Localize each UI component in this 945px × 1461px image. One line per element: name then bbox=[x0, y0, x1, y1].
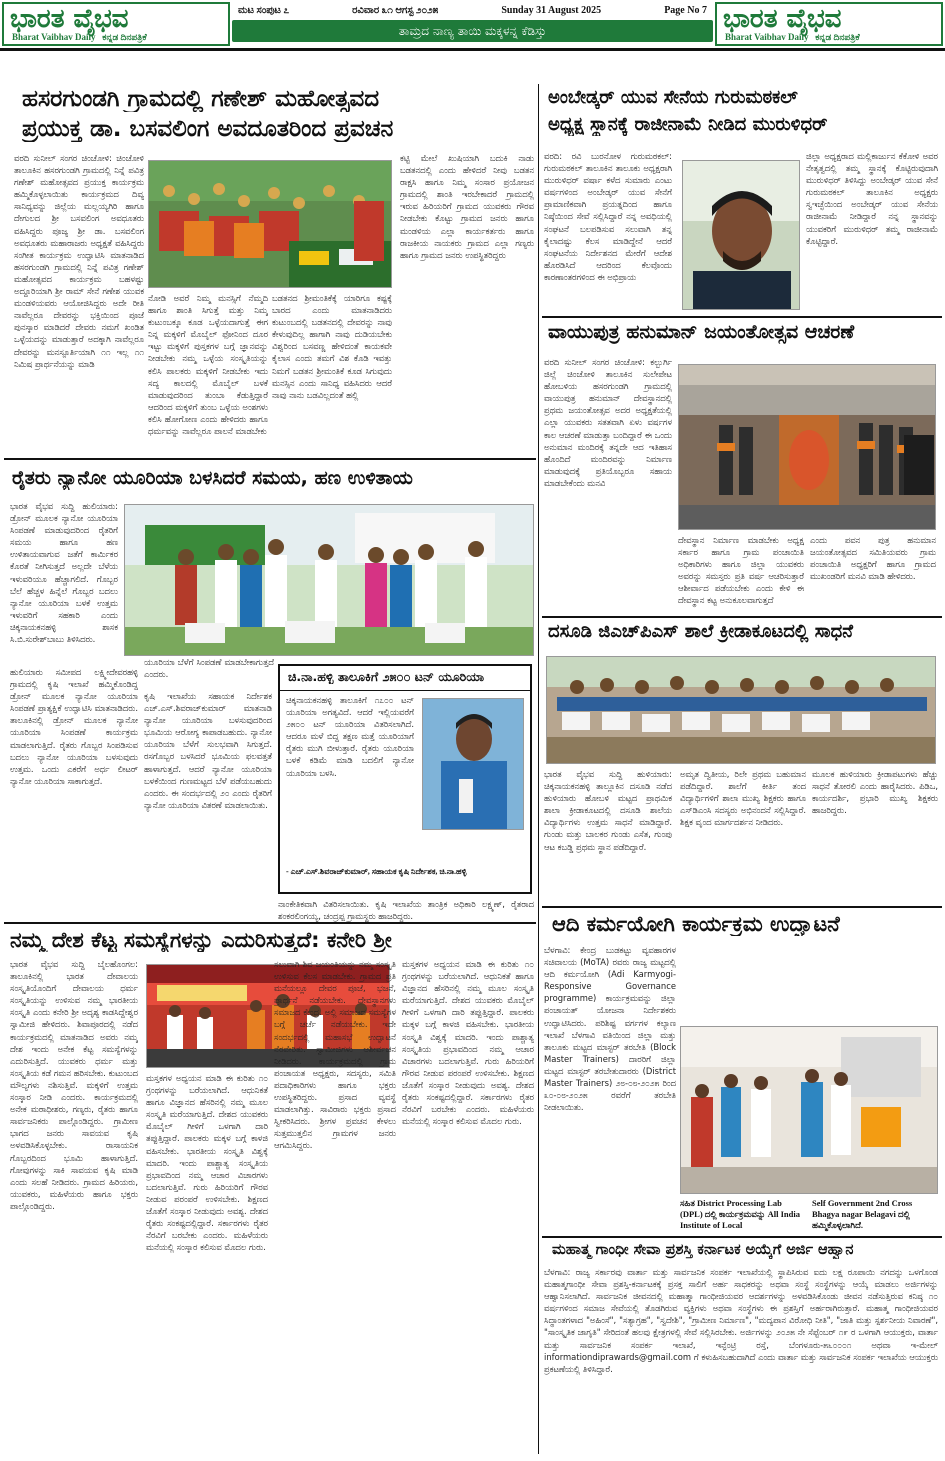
dasudi-headline: ದಸೂಡಿ ಜಿಎಚ್‌ಪಿಎಸ್ ಶಾಲೆ ಕ್ರೀಡಾಕೂಟದಲ್ಲಿ ಸಾಧನೆ bbox=[548, 622, 853, 642]
ambedkar-headline-2: ಅಧ್ಯಕ್ಷ ಸ್ಥಾನಕ್ಕೆ ರಾಜೀನಾಮೆ ನೀಡಿದ ಮುರುಳಿಧರ್ bbox=[548, 115, 828, 135]
karmayogi-event-photo bbox=[680, 1026, 938, 1194]
event-image bbox=[681, 1027, 938, 1194]
section-rule bbox=[4, 922, 536, 924]
issue-date: Sunday 31 August 2025 bbox=[501, 4, 602, 16]
portrait-image bbox=[683, 161, 800, 310]
ambedkar-headline-1: ಅಂಬೇಡ್ಕರ್ ಯುವ ಸೇನೆಯ ಗುರುಮಠಕಲ್ bbox=[548, 88, 798, 108]
ambedkar-text-col2: ಜಿಲ್ಲಾ ಅಧ್ಯಕ್ಷರಾದ ಮಲ್ಲಿಕಾರ್ಜುನ ಕೆಕೋಳಿ ಅವರ ನೇತೃತ್ವದಲ್ಲಿ ತಮ್ಮ ಸ್ಥಾನಕ್ಕೆ ಕೊಟ್ಟಿರುವುದಾಗಿ ಮುರುಳಿಧರ್ ತಿಳಿಸಿದ್ದು ಅಂಬೇಡ್ಕರ್ ಯುವ ಸೇನೆ ಗುರುಮಠಕಲ್ ತಾಲೂಕಿನ ಅಧ್ಯಕ್ಷರು ಸ್ವಇಚ್ಛೆಯಿಂದ ಅಂಬೇಡ್ಕರ್ ಯುವ ಸೇನೆಯ ರಾಜೀನಾಮೆ ನೀಡಿದ್ದಾರೆ ನನ್ನ ಸ್ಥಾನವನ್ನು ಯುವಕರಿಗೆ ಮುರುಳಿಧರ್ ತಮ್ಮ ರಾಜೀನಾಮೆ ಕೊಟ್ಟಿದ್ದಾರೆ. bbox=[806, 151, 938, 246]
students-image bbox=[547, 657, 936, 764]
officer-image bbox=[423, 699, 524, 830]
logo-subtitle bbox=[725, 32, 860, 43]
urea-text-col1a: ಭಾರತ ವೈಭವ ಸುದ್ದಿ ಹುಲಿಯಾರು: ಡ್ರೋನ್ ಮೂಲಕ ನ್ಯಾನೋ ಯೂರಿಯಾ ಸಿಂಪಡಣೆ ಮಾಡುವುದರಿಂದ ರೈತರಿಗೆ ಸಮಯ ಹಾಗೂ ಹಣ ಉಳಿತಾಯವಾಗುವ ಜತೆಗೆ ಕಾರ್ಮಿಕರ ಕೊರತೆ ನೀಗಿಸುತ್ತದೆ ಅಲ್ಲದೇ ಬೆಳೆಯ ಇಳುವರಿಯೂ ಹೆಚ್ಚಾಗಲಿದೆ. ಗೊಬ್ಬರ ಬೆಲೆ ಹೆಚ್ಚಳ ಹಿನ್ನೆಲೆ ಗೊಬ್ಬರ ಬದಲು ನ್ಯಾನೋ ಯೂರಿಯಾ ಬಳಕೆ ಉತ್ತಮ ಇಳುವರಿಗೆ ಸಹಕಾರಿ ಎಂದು ಚಿಕ್ಕನಾಯಕನಹಳ್ಳಿ ಶಾಸಕ ಸಿ.ಬಿ.ಸುರೇಶ್‌ಬಾಬು ತಿಳಿಸಿದರು. bbox=[10, 501, 118, 645]
hanuman-temple-photo bbox=[678, 364, 936, 530]
ganesh-text-col1: ವರದಿ ಸುನೀಲ್ ಸಂಗರ ಚಿಂಚೋಳಿ: ಚಿಂಚೋಳಿ ತಾಲೂಕಿನ ಹಸರಗುಂಡಗಿ ಗ್ರಾಮದಲ್ಲಿ ನಿನ್ನೆ ಪವಿತ್ರ ಗಣೇಶ್ ಮಹೋತ್ಸವದ ಪ್ರಯುಕ್ತ ಕಾರ್ಯಕ್ರಮ ಹಮ್ಮಿಕೊಳ್ಳಲಾಯಿತು ಕಾರ್ಯಕ್ರಮದ ದಿವ್ಯ ಸಾನಿಧ್ಯವನ್ನು ಜಿಲ್ಲೆಯ ಮಲ್ಲಯ್ಯಗಿರಿ ಹಾಗೂ ದೇಗುಲದ ಶ್ರೀ ಬಸವಲಿಂಗ ಅವಧೂತರು ವಹಿಸಿದ್ದರು ಪೂಜ್ಯ ಶ್ರೀ ಡಾ. ಬಸವಲಿಂಗ ಅವಧೂತರು ಮಹಾರಾಜರು ಅಧ್ಯಕ್ಷತೆ ವಹಿಸಿದ್ದರು ಸಂಗೀತ ಕಾರ್ಯಕ್ರಮ ಉದ್ಘಾಟಿಸಿ ಮಾತನಾಡಿದ ಹಸರಗುಂಡಗಿ ಗ್ರಾಮದಲ್ಲಿ ನಿನ್ನೆ ಪವಿತ್ರ ಗಣೇಶ್ ಮಹೋತ್ಸವದ ಕಾರ್ಯಕ್ರಮ ಬಹಳಷ್ಟು ಅದ್ದೂರಿಯಾಗಿ ಶ್ರೀ ರಾಮ್ ಸೇನೆ ಗಣೇಶ ಯುವಕ ಮಂಡಳಿಯವರು ಆಯೋಜಿಸಿದ್ದರು ಅದೇ ರೀತಿ ನಾವೆಲ್ಲರೂ ದೇವರನ್ನು ಭಕ್ತಿಯಿಂದ ಪೂಜೆ ಪುನಸ್ಕಾರ ಮಾಡಿದರೆ ದೇವರು ನಮಗೆ ಖಂಡಿತ ಒಳ್ಳೆಯದನ್ನು ಮಾಡುತ್ತಾರೆ ಅದಕ್ಕಾಗಿ ನಾವೆಲ್ಲರೂ ದೇವರನ್ನು ಮನಸ್ಪೂರ್ತಿಯಾಗಿ ೧೧ ಇಲ್ಲ ೧೧ ನಿಮಿಷ ಪ್ರಾರ್ಥನೆಯನ್ನು ಮಾಡಿ bbox=[14, 153, 144, 369]
ganesh-headline-2: ಪ್ರಯುಕ್ತ ಡಾ. ಬಸವಲಿಂಗ ಅವದೂತರಿಂದ ಪ್ರವಚನ bbox=[22, 116, 394, 142]
urea-text-col2a: ಯೂರಿಯಾ ಬೆಳೆಗೆ ಸಿಂಪಡಣೆ ಮಾಡಬೇಕಾಗುತ್ತದೆ ಎಂದರು. bbox=[144, 657, 274, 680]
urea-box-credit: - ಎಚ್.ಎಸ್.ಶಿವರಾಜ್‌ಕುಮಾರ್, ಸಹಾಯಕ ಕೃಷಿ ನಿರ್ದೇಶಕ, ಚಿ.ನಾ.ಹಳ್ಳಿ bbox=[286, 867, 467, 876]
hanuman-headline: ವಾಯುಪುತ್ರ ಹನುಮಾನ್ ಜಯಂತೋತ್ಸವ ಆಚರಣೆ bbox=[548, 322, 855, 343]
kaneri-text-col2: ಮಸ್ತಕಗಳ ಅಧ್ಯಯನ ಮಾಡಿ ಈ ಕುರಿತು ೧೦ ಗ್ರಂಥಗಳನ್ನು ಬರೆಯಲಾಗಿದೆ. ಆಧುನಿಕತೆ ಹಾಗೂ ವಿಜ್ಞಾನದ ಹೆಸರಿನಲ್ಲಿ ನಮ್ಮ ಮೂಲ ಸಂಸ್ಕೃತಿ ಮರೆಯಾಗುತ್ತಿದೆ. ದೇಶದ ಯುವಕರು ಮೊಬೈಲ್ ಗೀಳಿಗೆ ಒಳಗಾಗಿ ದಾರಿ ತಪ್ಪುತ್ತಿದ್ದಾರೆ. ಪಾಲಕರು ಮಕ್ಕಳ ಬಗ್ಗೆ ಕಾಳಜಿ ವಹಿಸಬೇಕು. ಭಾರತೀಯ ಸಂಸ್ಕೃತಿ ವಿಶ್ವಕ್ಕೆ ಮಾದರಿ. ಇಂದು ಪಾಶ್ಚಾತ್ಯ ಸಂಸ್ಕೃತಿಯ ಪ್ರಭಾವದಿಂದ ನಮ್ಮ ಆಚಾರ ವಿಚಾರಗಳು ಬದಲಾಗುತ್ತಿವೆ. ಗುರು ಹಿರಿಯರಿಗೆ ಗೌರವ ನೀಡುವ ಪರಂಪರೆ ಉಳಿಸಬೇಕು. ಶಿಕ್ಷಣದ ಜೊತೆಗೆ ಸಂಸ್ಕಾರ ನೀಡುವುದು ಅವಶ್ಯ. ದೇಶದ ರೈತರು ಸಂಕಷ್ಟದಲ್ಲಿದ್ದಾರೆ. ಸರ್ಕಾರಗಳು ರೈತರ ನೆರವಿಗೆ ಬರಬೇಕು ಎಂದರು. ಮಹಿಳೆಯರು ಮನೆಯಲ್ಲಿ ಸಂಸ್ಕಾರ ಕಲಿಸುವ ಮೊದಲ ಗುರು. bbox=[146, 1073, 268, 1253]
hanuman-text-col3: ಎಂದು ಪವನ ಪುತ್ರ ಹನುಮಾನ ಜಯಂತೋತ್ಸವದ ಸಮಿತಿಯವರು ಗ್ರಾಮ ಪಂಚಾಯಿತಿ ಅಧ್ಯಕ್ಷರಿಗೆ ಹಾಗೂ ಗ್ರಾಮದ ಮುಖಂಡರಿಗೆ ಮನವಿ ಮಾಡಿ ಹೇಳಿದರು. bbox=[810, 535, 936, 582]
urea-text-col1b: ಹುಲಿಯಾರು ಸಮೀಪದ ಲಕ್ಷ್ಮೀದೇವರಹಳ್ಳಿ ಗ್ರಾಮದಲ್ಲಿ ಕೃಷಿ ಇಲಾಖೆ ಹಮ್ಮಿಕೊಂಡಿದ್ದ ಡ್ರೋನ್ ಮೂಲಕ ನ್ಯಾನೋ ಯೂರಿಯಾ ಸಿಂಪಡಣೆ ಪ್ರಾತ್ಯಕ್ಷಿಕೆ ಉದ್ಘಾಟಿಸಿ ಮಾತನಾಡಿದರು. ತಾಲೂಕಿನಲ್ಲಿ ಡ್ರೋನ್ ಮೂಲಕ ನ್ಯಾನೋ ಯೂರಿಯಾ ಸಿಂಪಡಣೆ ಕಾರ್ಯಕ್ರಮ ಮಾಡಲಾಗುತ್ತಿದೆ. ರೈತರು ಗೊಬ್ಬರ ಸಿಂಪಡಿಸುವ ಬದಲು ನ್ಯಾನೋ ಯೂರಿಯಾ ಬಳಸುವುದು ಉತ್ತಮ. ಒಂದು ಎಕರೆಗೆ ಅರ್ಧ ಲೀಟರ್ ನ್ಯಾನೋ ಯೂರಿಯಾ ಸಾಕಾಗುತ್ತದೆ. bbox=[10, 667, 138, 786]
logo-title: ಭಾರತ ವೈಭವ bbox=[10, 4, 129, 34]
masthead-logo-right bbox=[715, 2, 943, 46]
hanuman-text-col2: ದೇವಸ್ಥಾನ ನಿರ್ಮಾಣ ಮಾಡಬೇಕು ಅಧ್ಯಕ್ಷ ಸರ್ಕಾರ ಹಾಗೂ ಗ್ರಾಮ ಪಂಚಾಯಿತಿ ಅಧಿಕಾರಿಗಳು ಹಾಗೂ ಜಿಲ್ಲಾ ಯುವಕರು ಅವರನ್ನು ಸಮಸ್ತರು ಪ್ರತಿ ವರ್ಷ ಆಚರಿಸುತ್ತಾರೆ ಆಶೀರ್ವಾದ ಪಡೆಯಬೇಕು ಎಂದು ಕೇಳಿ ಈ ದೇವಸ್ಥಾನ ಕಟ್ಟ ಅನುಕೂಲವಾಗುತ್ತದೆ bbox=[678, 535, 804, 606]
urea-text-col2b: ಕೃಷಿ ಇಲಾಖೆಯ ಸಹಾಯಕ ನಿರ್ದೇಶಕ ಎಚ್.ಎಸ್.ಶಿವರಾಜ್‌ಕುಮಾರ್ ಮಾತನಾಡಿ ನ್ಯಾನೋ ಯೂರಿಯಾ ಬಳಸುವುದರಿಂದ ಭೂಮಿಯ ಆರೋಗ್ಯ ಕಾಪಾಡಬಹುದು. ನ್ಯಾನೋ ಯೂರಿಯಾ ಬೆಳೆಗೆ ಸುಲಭವಾಗಿ ಸಿಗುತ್ತದೆ. ರಸಗೊಬ್ಬರ ಬಳಸಿದರೆ ಭೂಮಿಯ ಫಲವತ್ತತೆ ಹಾಳಾಗುತ್ತದೆ. ಆದರೆ ನ್ಯಾನೋ ಯೂರಿಯಾ ಬಳಕೆಯಿಂದ ಗುಣಮಟ್ಟದ ಬೆಳೆ ಪಡೆಯಬಹುದು ಎಂದರು. ಈ ಸಂದರ್ಭದಲ್ಲಿ ೨೦ ಎಂದು ರೈತರಿಗೆ ನ್ಯಾನೋ ಯೂರಿಯಾ ವಿತರಣೆ ಮಾಡಲಾಯಿತು. bbox=[144, 691, 272, 810]
logo-subtitle-en: Bharat Vaibhav Daily bbox=[725, 32, 809, 42]
urea-headline: ರೈತರು ನ್ಯಾನೋ ಯೂರಿಯಾ ಬಳಸಿದರೆ ಸಮಯ, ಹಣ ಉಳಿತಾಯ bbox=[12, 468, 413, 489]
karmayogi-headline: ಆದಿ ಕರ್ಮಯೋಗಿ ಕಾರ್ಯಕ್ರಮ ಉದ್ಘಾಟನೆ bbox=[552, 912, 840, 936]
logo-subtitle-kn: ಕನ್ನಡ ದಿನಪತ್ರಿಕೆ bbox=[815, 32, 860, 42]
masthead-tagline: ತಾಮ್ರದ ನಾಣ್ಯ ತಾಯಿ ಮಕ್ಕಳನ್ನ ಕೆಡಿಸ್ತು bbox=[232, 20, 713, 42]
box-rule bbox=[280, 690, 530, 691]
issue-line bbox=[232, 2, 713, 18]
logo-subtitle-en: Bharat Vaibhav Daily bbox=[12, 32, 96, 42]
gandhi-headline: ಮಹಾತ್ಮ ಗಾಂಧೀ ಸೇವಾ ಪ್ರಶಸ್ತಿ ಕರ್ನಾಟಕ ಅಯ್ಕೆಗೆ ಅರ್ಜಿ ಆಹ್ವಾನ bbox=[552, 1242, 854, 1258]
dasudi-text-col1: ಭಾರತ ವೈಭವ ಸುದ್ದಿ ಹುಳಿಯಾರು: ಚಿಕ್ಕನಾಯಕನಹಳ್ಳಿ ತಾಲ್ಲೂಕಿನ ದಸೂಡಿ ನಡೆದ ಹುಳಿಯಾರು ಹೋಬಳಿ ಮಟ್ಟದ ಪ್ರಾಥಮಿಕ ಶಾಲಾ ಕ್ರೀಡಾಕೂಟದಲ್ಲಿ ದಸೂಡಿ ಶಾಲೆಯ ವಿದ್ಯಾರ್ಥಿಗಳು ಉತ್ತಮ ಸಾಧನೆ ಮಾಡಿದ್ದಾರೆ. ಗುಂಡು ಮತ್ತು ಬಾಲಕರ ಗುಂಡು ಎಸೆತ, ಗುಂಪು ಆಟ ಕಬಡ್ಡಿ ಪ್ರಥಮ ಸ್ಥಾನ ಪಡೆದಿದ್ದಾರೆ. bbox=[544, 769, 672, 852]
column-divider bbox=[538, 84, 539, 1454]
dasudi-text-col2: ಅಮೃತ ದ್ವಿತೀಯ, ರಿಲೇ ಪ್ರಥಮ ಬಹುಮಾನ ಪಡೆದಿದ್ದಾರೆ. ಶಾಲೆಗೆ ಕೀರ್ತಿ ತಂದ ವಿದ್ಯಾರ್ಥಿಗಳಿಗೆ ಶಾಲಾ ಮುಖ್ಯ ಶಿಕ್ಷಕರು ಹಾಗೂ ಎಸ್‌ಡಿಎಂಸಿ ಸದಸ್ಯರು ಅಭಿನಂದನೆ ಸಲ್ಲಿಸಿದ್ದಾರೆ. ಶಿಕ್ಷಕ ವೃಂದ ಮಾರ್ಗದರ್ಶನ ನೀಡಿದರು. bbox=[680, 769, 806, 828]
urea-box-text: ಚಿಕ್ಕನಾಯಕನಹಳ್ಳಿ ತಾಲೂಕಿಗೆ ೧೭೦೦ ಟನ್ ಯೂರಿಯಾ ಅಗತ್ಯವಿದೆ. ಆದರೆ ಇಲ್ಲಿಯವರೆಗೆ ೨೫೦೦ ಟನ್ ಯೂರಿಯಾ ವಿತರಿಸಲಾಗಿದೆ. ಆದರೂ ಮಳೆ ಬಿದ್ದ ತಕ್ಷಣ ಮತ್ತೆ ಯೂರಿಯಾಗೆ ರೈತರು ಮುಗಿ ಬೀಳುತ್ತಾರೆ. ರೈತರು ಯೂರಿಯಾ ಬಳಕೆ ಕಡಿಮೆ ಮಾಡಿ ಬದಲಿಗೆ ನ್ಯಾನೋ ಯೂರಿಯಾ ಬಳಸಿ. bbox=[286, 695, 414, 778]
ganesh-crowd-photo bbox=[148, 160, 392, 288]
masthead-logo-left bbox=[2, 2, 230, 46]
logo-subtitle-kn: ಕನ್ನಡ ದಿನಪತ್ರಿಕೆ bbox=[102, 32, 147, 42]
ambedkar-text-col1: ವರದಿ: ರವಿ ಬುರನೋಳ ಗುರುಮಠಕಲ್: ಗುರುಮಠಕಲ್ ತಾಲೂಕಿನ ತಾಲೂಕು ಅಧ್ಯಕ್ಷರಾಗಿ ಮುರುಳಿಧರ್ ವರ್ಷಾ ಕಳೆದ ಸುಮಾರು ಎಂಟು ವರ್ಷಗಳಿಂದ ಅಂಬೇಡ್ಕರ್ ಯುವ ಸೇನೆಗೆ ಪ್ರಾಮಾಣಿಕವಾಗಿ ಪ್ರಯತ್ನದಿಂದ ಹಾಗೂ ನಿಷ್ಠೆಯಿಂದ ಸೇವೆ ಸಲ್ಲಿಸಿದ್ದಾರೆ ನನ್ನ ಅವಧಿಯಲ್ಲಿ ಸಂಘಟನೆ ಬಲಪಡಿಸುವ ಸಲುವಾಗಿ ತನ್ನ ಕೈಲಾದಷ್ಟು ಕೆಲಸ ಮಾಡಿದ್ದೇನೆ ಆದರೆ ಸಂಘಟನೆಯ ನಿರ್ದೇಶನದ ಮೇರೆಗೆ ಆದೇಶ ಹೊರಡಿಸಿದೆ ಆದರಿಂದ ಕೆಲವೊಂದು ಕಾರಣಾಂತರಗಳಿಂದ ಈ ಅಭಿಪ್ರಾಯ bbox=[544, 151, 672, 282]
masthead-rule bbox=[0, 48, 945, 51]
issue-kn-date: ರವಿವಾರ ೩೧ ಆಗಸ್ಟ ೨೦೨೫ bbox=[352, 4, 439, 16]
karmayogi-text: ಬೆಳಗಾವಿ: ಕೇಂದ್ರ ಬುಡಕಟ್ಟು ವ್ಯವಹಾರಗಳ ಸಚಿವಾಲಯ (MoTA) ರವರು ರಾಜ್ಯ ಮಟ್ಟದಲ್ಲಿ ಆದಿ ಕರ್ಮಯೋಗಿ (Adi Karmyogi- Responsive Governance programme) ಕಾರ್ಯಕ್ರಮವನ್ನು ಜಿಲ್ಲಾ ಪಂಚಾಯತ್ ಯೋಜನಾ ನಿರ್ದೇಶಕರು ಉದ್ಘಾಟಿಸಿದರು. ಪರಿಶಿಷ್ಟ ವರ್ಗಗಳ ಕಲ್ಯಾಣ ಇಲಾಖೆ ಬೆಳಗಾವಿ ವತಿಯಿಂದ ಜಿಲ್ಲಾ ಮತ್ತು ತಾಲೂಕು ಮಟ್ಟದ ಮಾಸ್ಟರ್ ತರಬೇತಿ (Block Master Trainers) ದಾರರಿಗೆ ಜಿಲ್ಲಾ ಮಟ್ಟದ ಮಾಸ್ಟರ್ ತರಬೇತುದಾರರು (District Master Trainers) ೨೮-೦೮-೨೦೨೫ ರಿಂದ ೩೦-೦೮-೨೦೨೫ ರವರೆಗೆ ತರಬೇತಿ ನೀಡಲಾಯಿತು. bbox=[544, 945, 676, 1113]
kaneri-text-col3: ಸಲುವಾಗಿ ಶಿವ ಜಯಂತಿಯನ್ನು ನಮ್ಮ ಸಂಸ್ಕೃತಿ ಉಳಿಸುವ ಕೆಲಸ ಮಾಡಬೇಕು. ಗ್ರಾಮದ ಪ್ರತಿ ಮನೆಯಲ್ಲೂ ದೇವರ ಪೂಜೆ, ಭಜನೆ, ಪ್ರಾರ್ಥನೆ ನಡೆಯಬೇಕು. ದೇವಸ್ಥಾನಗಳು ಸಮಾಜದ ಕೇಂದ್ರ. ಅಲ್ಲಿ ಸಮಾಜದ ಸಮಸ್ಯೆಗಳ ಬಗ್ಗೆ ಚರ್ಚೆ ನಡೆಯಬೇಕು. ಇದೇ ಸಂದರ್ಭದಲ್ಲಿ ಮಹಾಸಭೆ ಉದ್ಘಾಟನೆ ನೆರವೇರಿತು. ಸ್ವಾಮೀಜಿಗಳು ಆಶೀರ್ವಚನ ನೀಡಿದರು. ಕಾರ್ಯಕ್ರಮದಲ್ಲಿ ಗ್ರಾಮ ಪಂಚಾಯತ ಅಧ್ಯಕ್ಷರು, ಸದಸ್ಯರು, ಸಮಿತಿ ಪದಾಧಿಕಾರಿಗಳು ಹಾಗೂ ಭಕ್ತರು ಉಪಸ್ಥಿತರಿದ್ದರು. ಪ್ರಸಾದ ವ್ಯವಸ್ಥೆ ಮಾಡಲಾಗಿತ್ತು. ಸಾವಿರಾರು ಭಕ್ತರು ಪ್ರಸಾದ ಸ್ವೀಕರಿಸಿದರು. ಶ್ರೀಗಳ ಪ್ರವಚನ ಕೇಳಲು ಸುತ್ತಮುತ್ತಲಿನ ಗ್ರಾಮಗಳ ಜನರು ಆಗಮಿಸಿದ್ದರು. bbox=[274, 959, 396, 1151]
karmayogi-caption-2: Self Government 2nd Cross Bhagya nagar Belagavi ದಲ್ಲಿ ಹಮ್ಮಿಕೊಳ್ಳಲಾಗಿದೆ. bbox=[812, 1198, 913, 1230]
section-rule bbox=[542, 616, 942, 618]
urea-farmers-photo bbox=[124, 504, 534, 656]
ganesh-text-col4: ಕಟ್ಟಿ ಮೇಲೆ ಖುಷಿಯಾಗಿ ಬದುಕಿ ನಾಡು ಬಡತನದಲ್ಲಿ ಎಂದು ಹೇಳಿದರೆ ನೀವು ಬಡತನ ರಾಕ್ಷಸಿ ಹಾಗೂ ನಿಮ್ಮ ಸಂಸಾರ ಪ್ರಯೋಜನ ಗ್ರಾಮದಲ್ಲಿ ಶಾಂತಿ ಇರಬೇಕಾದರೆ ಗ್ರಾಮದಲ್ಲಿ ಇರುವ ಹಿರಿಯರಿಗೆ ಗ್ರಾಮದ ಯುವಕರು ಗೌರವ ನೀಡಬೇಕು ಕೊಟ್ಟು ಗ್ರಾಮದ ಜನರು ಹಾಗೂ ಮಂಡಳಿಯ ಎಲ್ಲಾ ಕಾರ್ಯಕರ್ತರು ಹಾಗೂ ರಾಜಕೀಯ ನಾಯಕರು ಗ್ರಾಮದ ಎಲ್ಲಾ ಗಣ್ಯರು ಹಾಗೂ ಗ್ರಾಮದ ಜನರು ಉಪಸ್ಥಿತರಿದ್ದರು bbox=[400, 153, 534, 260]
section-rule bbox=[4, 458, 536, 460]
urea-sidebar-box bbox=[278, 664, 532, 894]
ganesh-headline-1: ಹಸರಗುಂಡಗಿ ಗ್ರಾಮದಲ್ಲಿ ಗಣೇಶ್ ಮಹೋತ್ಸವದ bbox=[22, 86, 380, 112]
temple-image bbox=[679, 365, 936, 530]
gandhi-text: ಬೆಳಗಾವಿ: ರಾಜ್ಯ ಸರ್ಕಾರವು ವಾರ್ತಾ ಮತ್ತು ಸಾರ್ವಜನಿಕ ಸಂಪರ್ಕ ಇಲಾಖೆಯಲ್ಲಿ ಸ್ಥಾಪಿಸಿರುವ ಐದು ಲಕ್ಷ ರೂಪಾಯಿ ನಗದನ್ನು ಒಳಗೊಂಡ ಮಹಾತ್ಮಗಾಂಧೀ ಸೇವಾ ಪ್ರಶಸ್ತಿ-ಕರ್ನಾಟಕಕ್ಕೆ ಪ್ರಸಕ್ತ ಸಾಲಿಗೆ ಅರ್ಹ ಸಾಧಕರನ್ನು ಅಥವಾ ಸಂಸ್ಥೆ ಸಂಸ್ಥೆಗಳನ್ನು ಆಯ್ಕೆ ಮಾಡಲು ಅರ್ಜಿಗಳನ್ನು ಆಹ್ವಾನಿಸಲಾಗಿದೆ. ಸಾರ್ವಜನಿಕ ಜೀವನದಲ್ಲಿ ಮಹಾತ್ಮಾ ಗಾಂಧೀಜಿಯವರ ಆದರ್ಶಗಳನ್ನು ಅಳವಡಿಸಿಕೊಂಡು ಜೀವನ ನಡೆಸುತ್ತಿರುವ ಕನಿಷ್ಠ ೧೦ ವರ್ಷಗಳಿಂದ ಸಮಾಜ ಸೇವೆಯಲ್ಲಿ ತೊಡಗಿರುವ ವ್ಯಕ್ತಿಗಳು ಅಥವಾ ಸಂಸ್ಥೆಗಳು ಈ ಪ್ರಶಸ್ತಿಗೆ ಅರ್ಹರಾಗಿರುತ್ತಾರೆ. ಮಹಾತ್ಮ ಗಾಂಧೀಜಿಯವರ ಸಿದ್ಧಾಂತಗಳಾದ "ಅಹಿಂಸೆ", "ಸತ್ಯಾಗ್ರಹ", "ಸ್ವದೇಶಿ", "ಗ್ರಾಮೀಣ ನಿರ್ಮಾಣ", "ಮದ್ಯಪಾನ ವಿರೋಧಿ ನೀತಿ", "ಜಾತಿ ಮತ್ತು ಸ್ಪರ್ಶನೀಯ ನಿವಾರಣೆ", "ಸಾಂಸ್ಕೃತಿಕ ಜಾಗೃತಿ" ಸೇರಿದಂತೆ ಹಲವು ಕ್ಷೇತ್ರಗಳಲ್ಲಿ ಸೇವೆ ಸಲ್ಲಿಸಿರಬೇಕು. ಅರ್ಜಿಗಳನ್ನು ೨೦೨೫ ನೇ ಸೆಪ್ಟೆಂಬರ್ ೧೯ ರ ಒಳಗಾಗಿ ಆಯುಕ್ತರು, ವಾರ್ತಾ ಮತ್ತು ಸಾರ್ವಜನಿಕ ಸಂಪರ್ಕ ಇಲಾಖೆ, ಇನ್ಫೆಂಟ್ರಿ ರಸ್ತೆ, ಬೆಂಗಳೂರು-೫೬೦೦೦೧ ಅಥವಾ ಇ-ಮೇಲ್ informationdiprawards@gmail.com ಗೆ ಕಳುಹಿಸಬಹುದಾಗಿದೆ ಎಂದು ವಾರ್ತಾ ಮತ್ತು ಸಾರ್ವಜನಿಕ ಸಂಪರ್ಕ ಇಲಾಖೆಯ ಆಯುಕ್ತರು ಪ್ರಕಟಣೆಯಲ್ಲಿ ತಿಳಿಸಿದ್ದಾರೆ. bbox=[544, 1267, 938, 1374]
farmers-image bbox=[125, 505, 534, 656]
kaneri-headline: ನಮ್ಮ ದೇಶ ಕೆಟ್ಟ ಸಮಸ್ಯೆಗಳನ್ನು ಎದುರಿಸುತ್ತದೆ: ಕನೇರಿ ಶ್ರೀ bbox=[10, 928, 392, 952]
kaneri-text-col1: ಭಾರತ ವೈಭವ ಸುದ್ದಿ ಬೈಲಹೊಂಗಲ: ತಾಲೂಕಿನಲ್ಲಿ ಭಾರತ ದೇವಾಲಯ ಸಂಸ್ಕೃತಿಯೊಂದಿಗೆ ದೇವಾಲಯ ಧರ್ಮ ಸಂಸ್ಕೃತಿಯನ್ನು ಉಳಿಸುವ ನಮ್ಮ ಭಾರತೀಯ ಸಂಸ್ಕೃತಿ ಎಂದು ಕನೇರಿ ಶ್ರೀ ಅದೃಶ್ಯ ಕಾಡಸಿದ್ದೇಶ್ವರ ಸ್ವಾಮೀಜಿ ಹೇಳಿದರು. ಶಿವಾಪೂರದಲ್ಲಿ ನಡೆದ ಕಾರ್ಯಕ್ರಮದಲ್ಲಿ ಮಾತನಾಡಿದ ಅವರು ನಮ್ಮ ದೇಶ ಇಂದು ಅನೇಕ ಕೆಟ್ಟ ಸಮಸ್ಯೆಗಳನ್ನು ಎದುರಿಸುತ್ತಿದೆ. ಯುವಕರು ಧರ್ಮ ಮತ್ತು ಸಂಸ್ಕೃತಿಯ ಕಡೆ ಗಮನ ಹರಿಸಬೇಕು. ಕುಟುಂಬದ ಮೌಲ್ಯಗಳು ನಶಿಸುತ್ತಿವೆ. ಮಕ್ಕಳಿಗೆ ಉತ್ತಮ ಸಂಸ್ಕಾರ ನೀಡಿ ಎಂದರು. ಕಾರ್ಯಕ್ರಮದಲ್ಲಿ ಅನೇಕ ಮಠಾಧೀಶರು, ಗಣ್ಯರು, ರೈತರು ಹಾಗೂ ಸಾರ್ವಜನಿಕರು ಪಾಲ್ಗೊಂಡಿದ್ದರು. ಗ್ರಾಮೀಣ ಭಾಗದ ಜನರು ಸಾವಯವ ಕೃಷಿ ಅಳವಡಿಸಿಕೊಳ್ಳಬೇಕು. ರಾಸಾಯನಿಕ ಗೊಬ್ಬರದಿಂದ ಭೂಮಿ ಹಾಳಾಗುತ್ತಿದೆ. ಗೋವುಗಳನ್ನು ಸಾಕಿ ಸಾವಯವ ಕೃಷಿ ಮಾಡಿ ಎಂದು ಸಲಹೆ ನೀಡಿದರು. ಗ್ರಾಮದ ಹಿರಿಯರು, ಯುವಕರು, ಮಹಿಳೆಯರು ಹಾಗೂ ಭಕ್ತರು ಪಾಲ್ಗೊಂಡಿದ್ದರು. bbox=[10, 959, 138, 1211]
urea-box-title: ಚಿ.ನಾ.ಹಳ್ಳಿ ತಾಲೂಕಿಗೆ ೨೫೦೦ ಟನ್ ಯೂರಿಯಾ bbox=[288, 670, 485, 684]
dasudi-text-col3: ಮೂಲಕ ಹುಳಿಯಾರು ಕ್ರೀಡಾಪಟುಗಳು ಹೆಚ್ಚು ಸಾಧನೆ ತೋರಲಿ ಎಂದು ಹಾರೈಸಿದರು. ಪಿಡಿಒ, ಕಾರ್ಯದರ್ಶಿ, ಪ್ರಭಾರಿ ಮುಖ್ಯ ಶಿಕ್ಷಕರು ಹಾಜರಿದ್ದರು. bbox=[812, 769, 938, 816]
karmayogi-caption-1: ಸಹಿತ District Processing Lab (DPL) ದಲ್ಲಿ ಕಾರ್ಯಕ್ರಮವನ್ನು All India Institute of Local bbox=[680, 1198, 800, 1230]
kaneri-text-col4: ಮಸ್ತಕಗಳ ಅಧ್ಯಯನ ಮಾಡಿ ಈ ಕುರಿತು ೧೦ ಗ್ರಂಥಗಳನ್ನು ಬರೆಯಲಾಗಿದೆ. ಆಧುನಿಕತೆ ಹಾಗೂ ವಿಜ್ಞಾನದ ಹೆಸರಿನಲ್ಲಿ ನಮ್ಮ ಮೂಲ ಸಂಸ್ಕೃತಿ ಮರೆಯಾಗುತ್ತಿದೆ. ದೇಶದ ಯುವಕರು ಮೊಬೈಲ್ ಗೀಳಿಗೆ ಒಳಗಾಗಿ ದಾರಿ ತಪ್ಪುತ್ತಿದ್ದಾರೆ. ಪಾಲಕರು ಮಕ್ಕಳ ಬಗ್ಗೆ ಕಾಳಜಿ ವಹಿಸಬೇಕು. ಭಾರತೀಯ ಸಂಸ್ಕೃತಿ ವಿಶ್ವಕ್ಕೆ ಮಾದರಿ. ಇಂದು ಪಾಶ್ಚಾತ್ಯ ಸಂಸ್ಕೃತಿಯ ಪ್ರಭಾವದಿಂದ ನಮ್ಮ ಆಚಾರ ವಿಚಾರಗಳು ಬದಲಾಗುತ್ತಿವೆ. ಗುರು ಹಿರಿಯರಿಗೆ ಗೌರವ ನೀಡುವ ಪರಂಪರೆ ಉಳಿಸಬೇಕು. ಶಿಕ್ಷಣದ ಜೊತೆಗೆ ಸಂಸ್ಕಾರ ನೀಡುವುದು ಅವಶ್ಯ. ದೇಶದ ರೈತರು ಸಂಕಷ್ಟದಲ್ಲಿದ್ದಾರೆ. ಸರ್ಕಾರಗಳು ರೈತರ ನೆರವಿಗೆ ಬರಬೇಕು ಎಂದರು. ಮಹಿಳೆಯರು ಮನೆಯಲ್ಲಿ ಸಂಸ್ಕಾರ ಕಲಿಸುವ ಮೊದಲ ಗುರು. bbox=[402, 959, 534, 1127]
urea-text-col3: ನಾಂಕೇತಿಕವಾಗಿ ವಿತರಿಸಲಾಯಿತು. ಕೃಷಿ ಇಲಾಖೆಯ ತಾಂತ್ರಿಕ ಅಧಿಕಾರಿ ಲಕ್ಷ್ಮಣ್, ರೈತರಾದ ಶಂಕರಲಿಂಗಯ್ಯ, ಚಂದ್ರಪ್ಪ ಗ್ರಾಮಸ್ಥರು ಹಾಜರಿದ್ದರು. bbox=[278, 899, 534, 922]
hanuman-text-col1: ವರದಿ ಸುನೀಲ್ ಸಂಗರ ಚಿಂಚೋಳಿ: ಕಲ್ಬುರ್ಗಿ ಜಿಲ್ಲೆ ಚಿಂಚೋಳಿ ತಾಲೂಕಿನ ಸುಲೇಪೇಟ ಹೋಬಳಿಯ ಹಸರಗುಂಡಗಿ ಗ್ರಾಮದಲ್ಲಿ ವಾಯುಪುತ್ರ ಹನುಮಾನ್ ದೇವಸ್ಥಾನದಲ್ಲಿ ಪ್ರಥಮ ಜಯಂತೋತ್ಸವ ಅದರ ಅಧ್ಯಕ್ಷತೆಯಲ್ಲಿ ಎಲ್ಲಾ ಯುವಕರು ಸತತವಾಗಿ ಏಳು ವರ್ಷಗಳ ಕಾಲ ಆಚರಣೆ ಮಾಡುತ್ತಾ ಬಂದಿದ್ದಾರೆ ಈ ಒಂದು ಅನುಮಾನ ಮಂದಿರಕ್ಕೆ ತನ್ನದೇ ಆದ ಇತಿಹಾಸ ಹೊಂದಿದೆ ಮಂದಿರವನ್ನು ನಿರ್ಮಾಣ ಮಾಡುವುದಕ್ಕೆ ಪ್ರತಿಯೊಬ್ಬರೂ ಸಹಾಯ ಮಾಡಬೇಕೆಂದು ಮನವಿ bbox=[544, 357, 672, 488]
ganesh-text-col3: ಬಡತನದ ಶ್ರೀಮಂತಿಕೆಕ್ಕೆ ಯಾರಿಗೂ ಕಷ್ಟಕ್ಕೆ ಬಾರದ ಎಂದು ಮಾತನಾಡಿದರು ಕುಟುಂಬದಲ್ಲಿ ಬಡತನದಲ್ಲಿ ದೇವರನ್ನು ನಾವು ಕೇಳುವುದಿಲ್ಲ ಹಾಗಾಗಿ ನಾವು ದುಡಿಯಬೇಕು ವಿಶ್ವರಿಂದ ಬಸವಣ್ಣ ಹೇಳಿದಂತೆ ಕಾಯಕವೇ ಕೈಲಾಸ ಎಂದು ತಮಗೆ ವಿಶ ಕೊಡಿ ಇವತ್ತು ನಿಮಗೆ ಬಡತನ ಶ್ರೀಮಂತಿಕೆ ಕೂಡ ಸಿಗುವುದು ಮನಸ್ಸಿನ ಎಂದು ಸಾನಿಧ್ಯ ವಹಿಸಿದರು ಆದರೆ ನಾವು ನಾನು ಬಡವಿಲ್ಲದಂತೆ ಹಲ್ಲಿ bbox=[272, 293, 392, 400]
ambedkar-portrait-photo bbox=[682, 160, 800, 310]
issue-volume: ಮಟ ಸಂಪುಟ ೭ bbox=[238, 4, 290, 16]
section-rule bbox=[542, 906, 942, 908]
ganesh-text-col2: ನೋಡಿ ಅವರೆ ನಿಮ್ಮ ಮನಸ್ಸಿಗೆ ನೆಮ್ಮದಿ ಹಾಗೂ ಶಾಂತಿ ಸಿಗುತ್ತೆ ಮತ್ತು ನಿಮ್ಮ ಕುಟುಂಬಕ್ಕೂ ಕೂಡ ಒಳ್ಳೆಯದಾಗುತ್ತೆ ಈಗ ನಿನ್ನ ಮಕ್ಕಳಿಗೆ ಮೊಬೈಲ್ ಫೋನಿಂದ ದೂರ ಇಟ್ಟು ಮಕ್ಕಳಿಗೆ ಪುಸ್ತಕಗಳ ಬಗ್ಗೆ ಜ್ಞಾನವನ್ನು ನೀಡಬೇಕು ನಮ್ಮ ಒಳ್ಳೆಯ ಸಂಸ್ಕೃತಿಯನ್ನು ಕಲಿಸಿ ಪಾಲಕರು ಮಕ್ಕಳಿಗೆ ನೀಡಬೇಕು ಇದು ಸದ್ಯ ಕಾಲದಲ್ಲಿ ಮೊಬೈಲ್ ಬಳಕೆ ಮಾಡುವುದರಿಂದ ತುಂಬಾ ಕೆಡುತ್ತಿದ್ದಾರೆ ಆದರಿಂದ ಮಕ್ಕಳಿಗೆ ತುಂಬ ಒಳ್ಳೆಯ ಅಂಶಗಳು ಕಲಿಸಿ ಹೋಗೋಣ ಎಂದು ಹೇಳಿದರು ಹಾಗೂ ಧರ್ಮವನ್ನು ನಾವೆಲ್ಲರೂ ಪಾಲನೆ ಮಾಡಬೇಕು bbox=[148, 293, 268, 437]
logo-title: ಭಾರತ ವೈಭವ bbox=[723, 4, 842, 34]
section-rule bbox=[542, 316, 942, 318]
officer-photo bbox=[422, 698, 524, 830]
section-rule bbox=[542, 1236, 942, 1238]
dasudi-students-photo bbox=[546, 656, 936, 764]
page-number: Page No 7 bbox=[664, 4, 707, 16]
crowd-image bbox=[149, 161, 392, 288]
logo-subtitle bbox=[12, 32, 147, 43]
